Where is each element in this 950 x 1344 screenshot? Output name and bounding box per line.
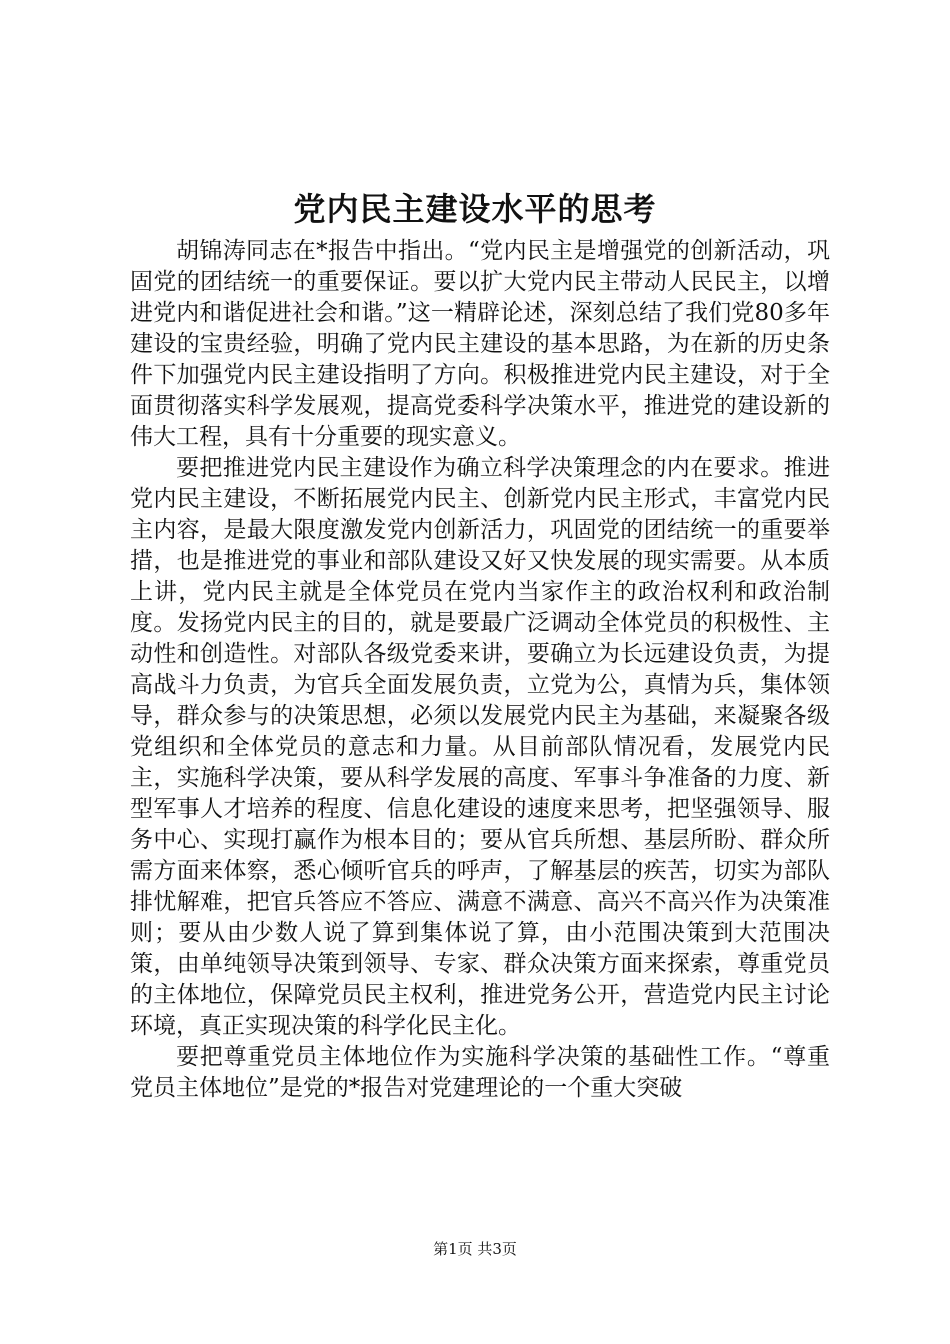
paragraph-2: 要把推进党内民主建设作为确立科学决策理念的内在要求。推进党内民主建设，不断拓展党内民主、创新党内民主形式，丰富党内民主内容，是最大限度激发党内创新活力，巩固党的团结统一的重要举措，也是推进党的事业和部队建设又好又快发展的现实需要。从本质上讲，党内民主就是全体党员在党内当家作主的政治权利和政治制度。发扬党内民主的目的，就是要最广泛调动全体党员的积极性、主动性和创造性。对部队各级党委来讲，要确立为长远建设负责，为提高战斗力负责，为官兵全面发展负责，立党为公，真情为兵，集体领导，群众参与的决策思想，必须以发展党内民主为基础，来凝聚各级党组织和全体党员的意志和力量。从目前部队情况看，发展党内民主，实施科学决策，要从科学发展的高度、军事斗争准备的力度、新型军事人才培养的程度、信息化建设的速度来思考，把坚强领导、服务中心、实现打赢作为根本目的；要从官兵所想、基层所盼、群众所需方面来体察，悉心倾听官兵的呼声，了解基层的疾苦，切实为部队排忧解难，把官兵答应不答应、满意不满意、高兴不高兴作为决策准则；要从由少数人说了算到集体说了算，由小范围决策到大范围决策，由单纯领导决策到领导、专家、群众决策方面来探索，尊重党员的主体地位，保障党员民主权利，推进党务公开，营造党内民主讨论环境，真正实现决策的科学化民主化。 [130, 455, 830, 1039]
page-footer: 第1页 共3页 [433, 1240, 517, 1258]
paragraph-3: 要把尊重党员主体地位作为实施科学决策的基础性工作。“尊重党员主体地位”是党的*报告对党建理论的一个重大突破 [130, 1044, 830, 1101]
document-title: 党内民主建设水平的思考 [293, 190, 657, 228]
document-body [130, 236, 830, 1104]
paragraph-1: 胡锦涛同志在*报告中指出。“党内民主是增强党的创新活动，巩固党的团结统一的重要保证。要以扩大党内民主带动人民民主，以增进党内和谐促进社会和谐。”这一精辟论述，深刻总结了我们党80多年建设的宝贵经验，明确了党内民主建设的基本思路，为在新的历史条件下加强党内民主建设指明了方向。积极推进党内民主建设，对于全面贯彻落实科学发展观，提高党委科学决策水平，推进党的建设新的伟大工程，具有十分重要的现实意义。 [130, 238, 830, 450]
